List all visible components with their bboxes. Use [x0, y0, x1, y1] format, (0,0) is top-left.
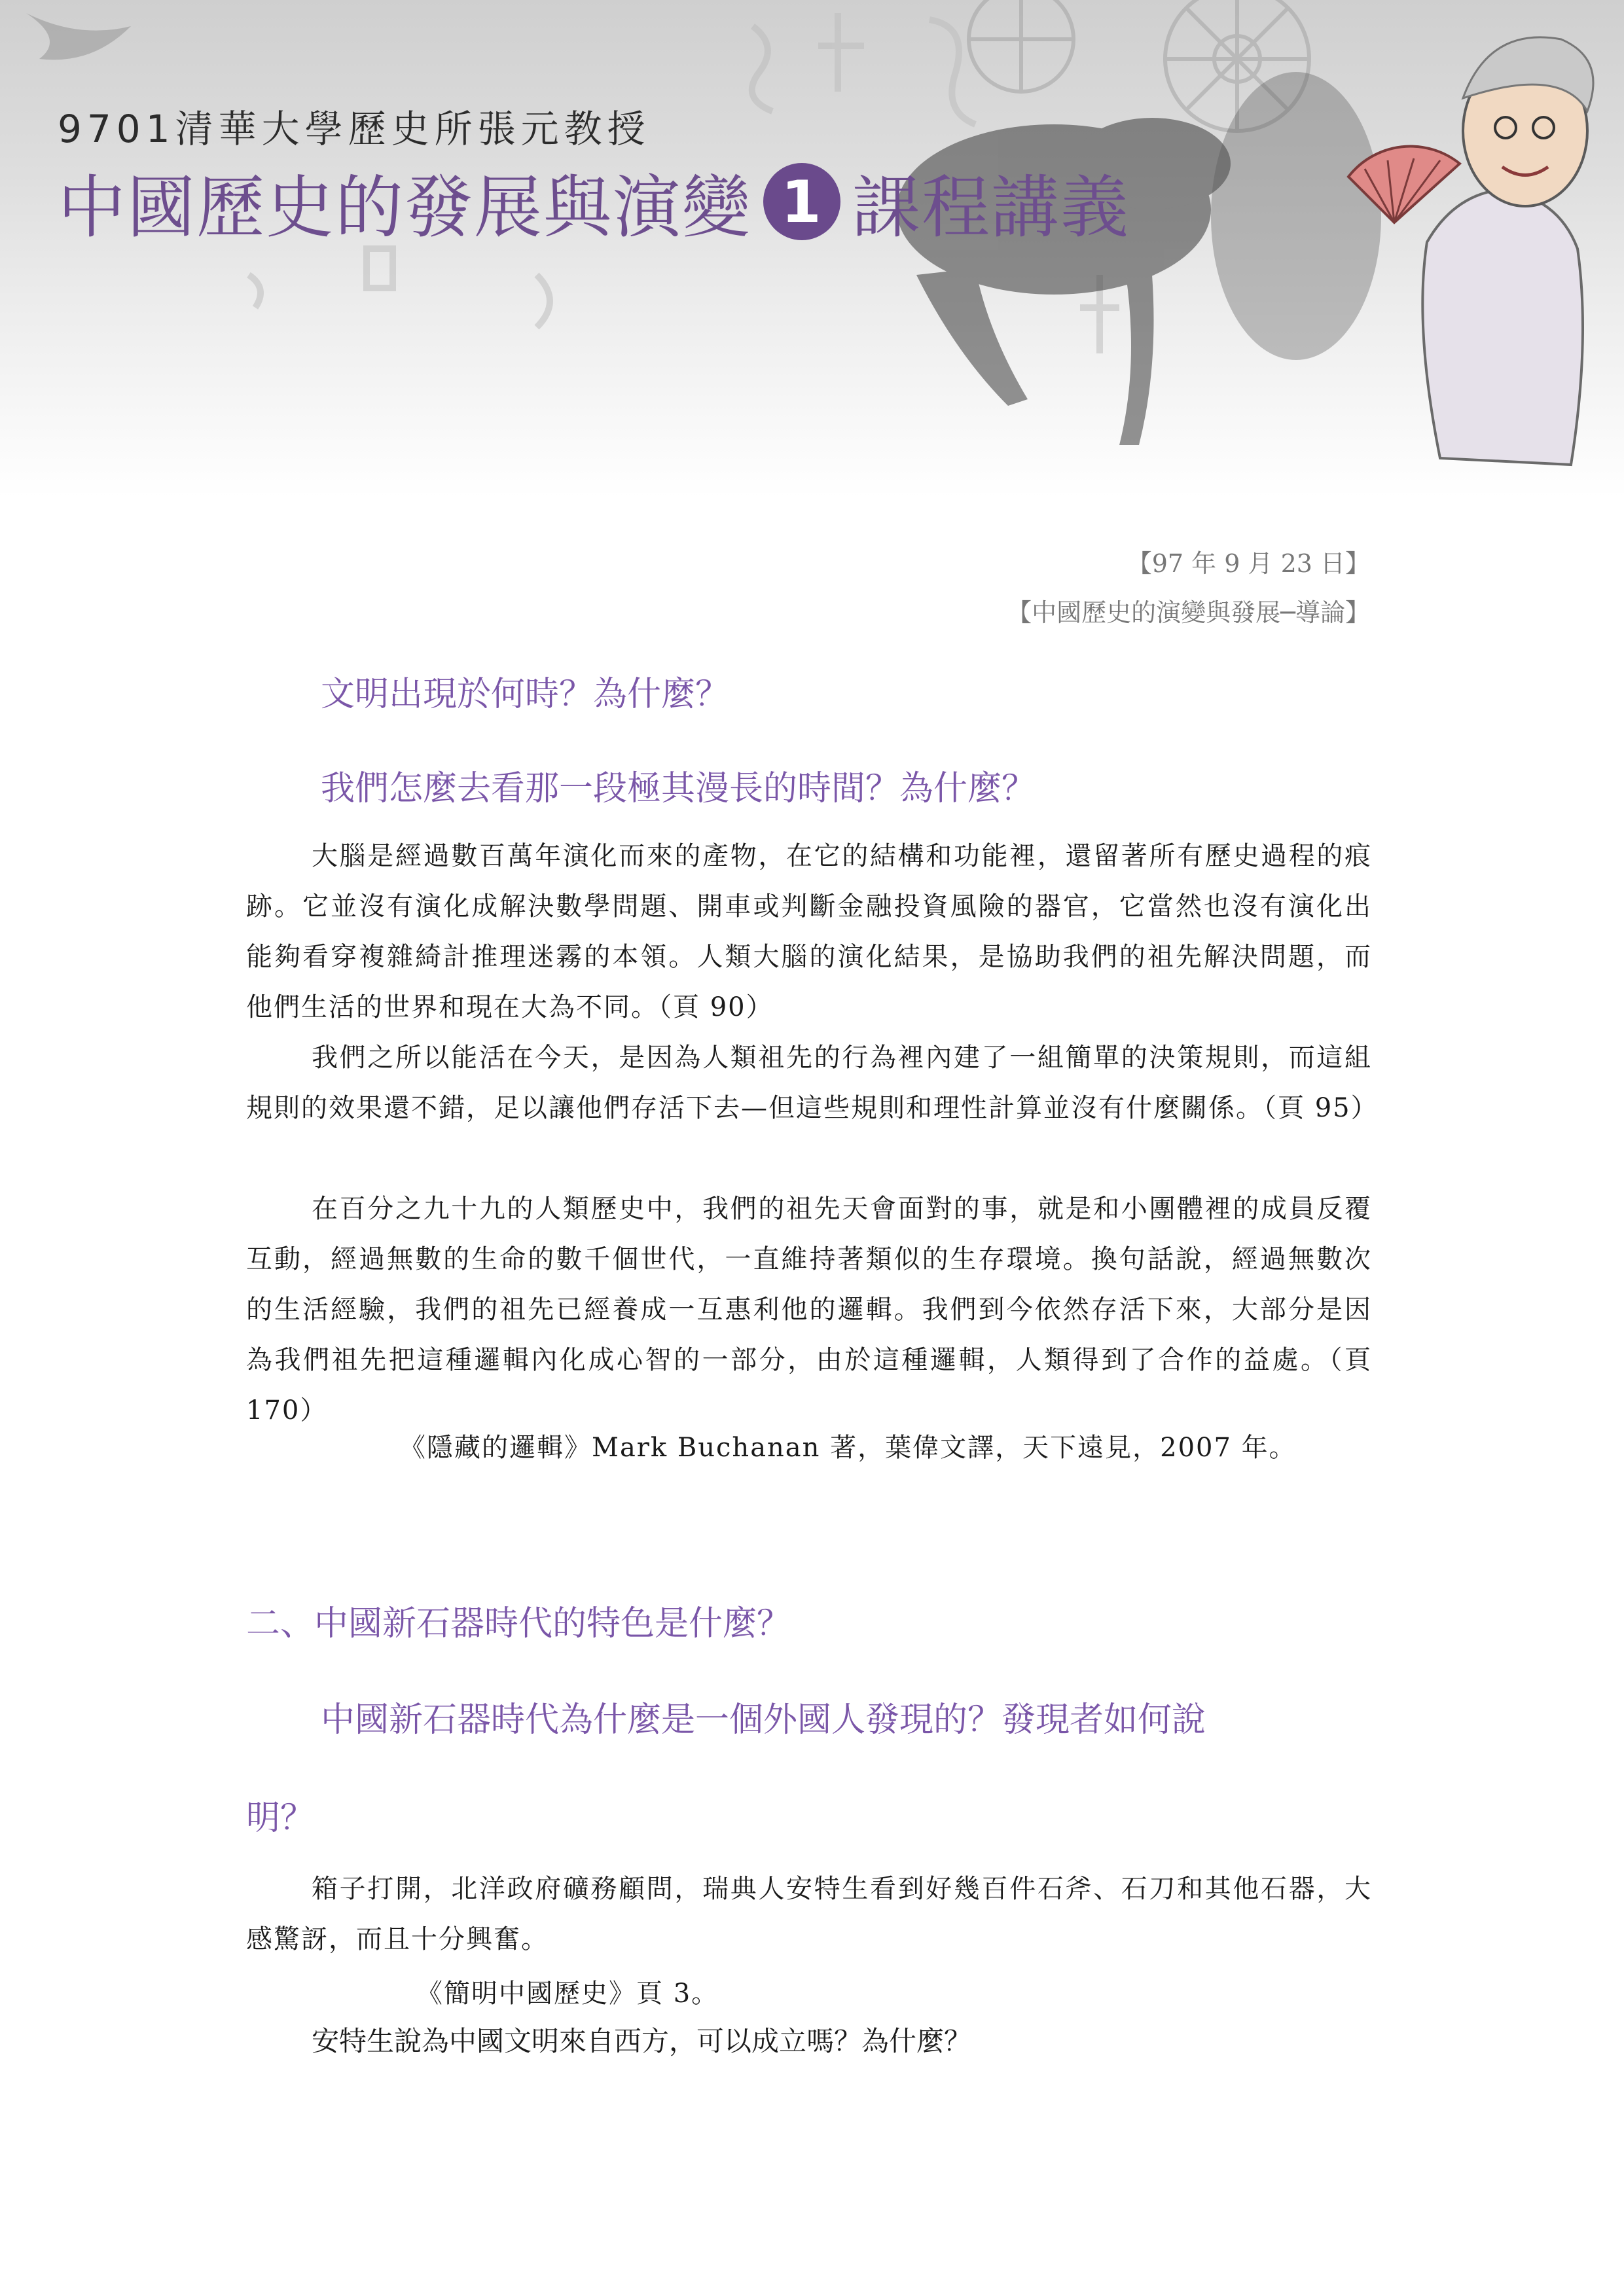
lecture-topic: 【中國歷史的演變與發展─導論】: [1007, 598, 1370, 627]
section-heading: 二、中國新石器時代的特色是什麼？: [246, 1604, 791, 1643]
quote-paragraph-4: 箱子打開，北洋政府礦務顧問，瑞典人安特生看到好幾百件石斧、石刀和其他石器，大感驚訝，而且十分興奮。: [246, 1874, 1372, 1954]
course-title-text: 中國歷史的發展與演變: [58, 168, 752, 247]
course-title-suffix: 課程講義: [852, 168, 1130, 247]
book-citation-2: 《簡明中國歷史》頁 3。: [416, 1979, 719, 2009]
lecture-number-badge: 1: [763, 163, 840, 240]
lecture-date: 【97 年 9 月 23 日】: [1127, 549, 1370, 578]
professor-figure: [1422, 37, 1593, 465]
course-subtitle: 9701清華大學歷史所張元教授: [58, 107, 651, 151]
quote-paragraph-1: 大腦是經過數百萬年演化而來的產物，在它的結構和功能裡，還留著所有歷史過程的痕跡。它並沒有演化成解決數學問題、開車或判斷金融投資風險的器官，它當然也沒有演化出能夠看穿複雜綺計推理迷霧的本領。人類大腦的演化結果，是協助我們的祖先解決問題，而他們生活的世界和現在大為不同。（頁 90）: [246, 841, 1372, 1022]
discussion-question: 安特生說為中國文明來自西方，可以成立嗎？為什麼？: [312, 2025, 972, 2057]
question-heading-3-continued: 明？: [246, 1799, 315, 1838]
question-heading-2: 我們怎麼去看那一段極其漫長的時間？為什麼？: [321, 769, 1036, 808]
course-title: [58, 162, 1130, 247]
quote-paragraph-3: 在百分之九十九的人類歷史中，我們的祖先天會面對的事，就是和小團體裡的成員反覆互動，經過無數的生命的數千個世代，一直維持著類似的生存環境。換句話說，經過無數次的生活經驗，我們的祖先已經養成一互惠利他的邏輯。我們到今依然存活下來，大部分是因為我們祖先把這種邏輯內化成心智的一部分，由於這種邏輯，人類得到了合作的益處。（頁 170）: [246, 1194, 1372, 1426]
question-heading-1: 文明出現於何時？為什麼？: [321, 675, 730, 714]
book-citation: 《隱藏的邏輯》Mark Buchanan 著，葉偉文譯，天下遠見，2007 年。: [399, 1433, 1297, 1463]
question-heading-3: 中國新石器時代為什麼是一個外國人發現的？發現者如何說: [321, 1700, 1206, 1740]
header-banner: [0, 0, 1624, 497]
quote-paragraph-2: 我們之所以能活在今天，是因為人類祖先的行為裡內建了一組簡單的決策規則，而這組規則的效果還不錯，足以讓他們存活下去—但這些規則和理性計算並沒有什麼關係。（頁 95）: [246, 1043, 1379, 1123]
